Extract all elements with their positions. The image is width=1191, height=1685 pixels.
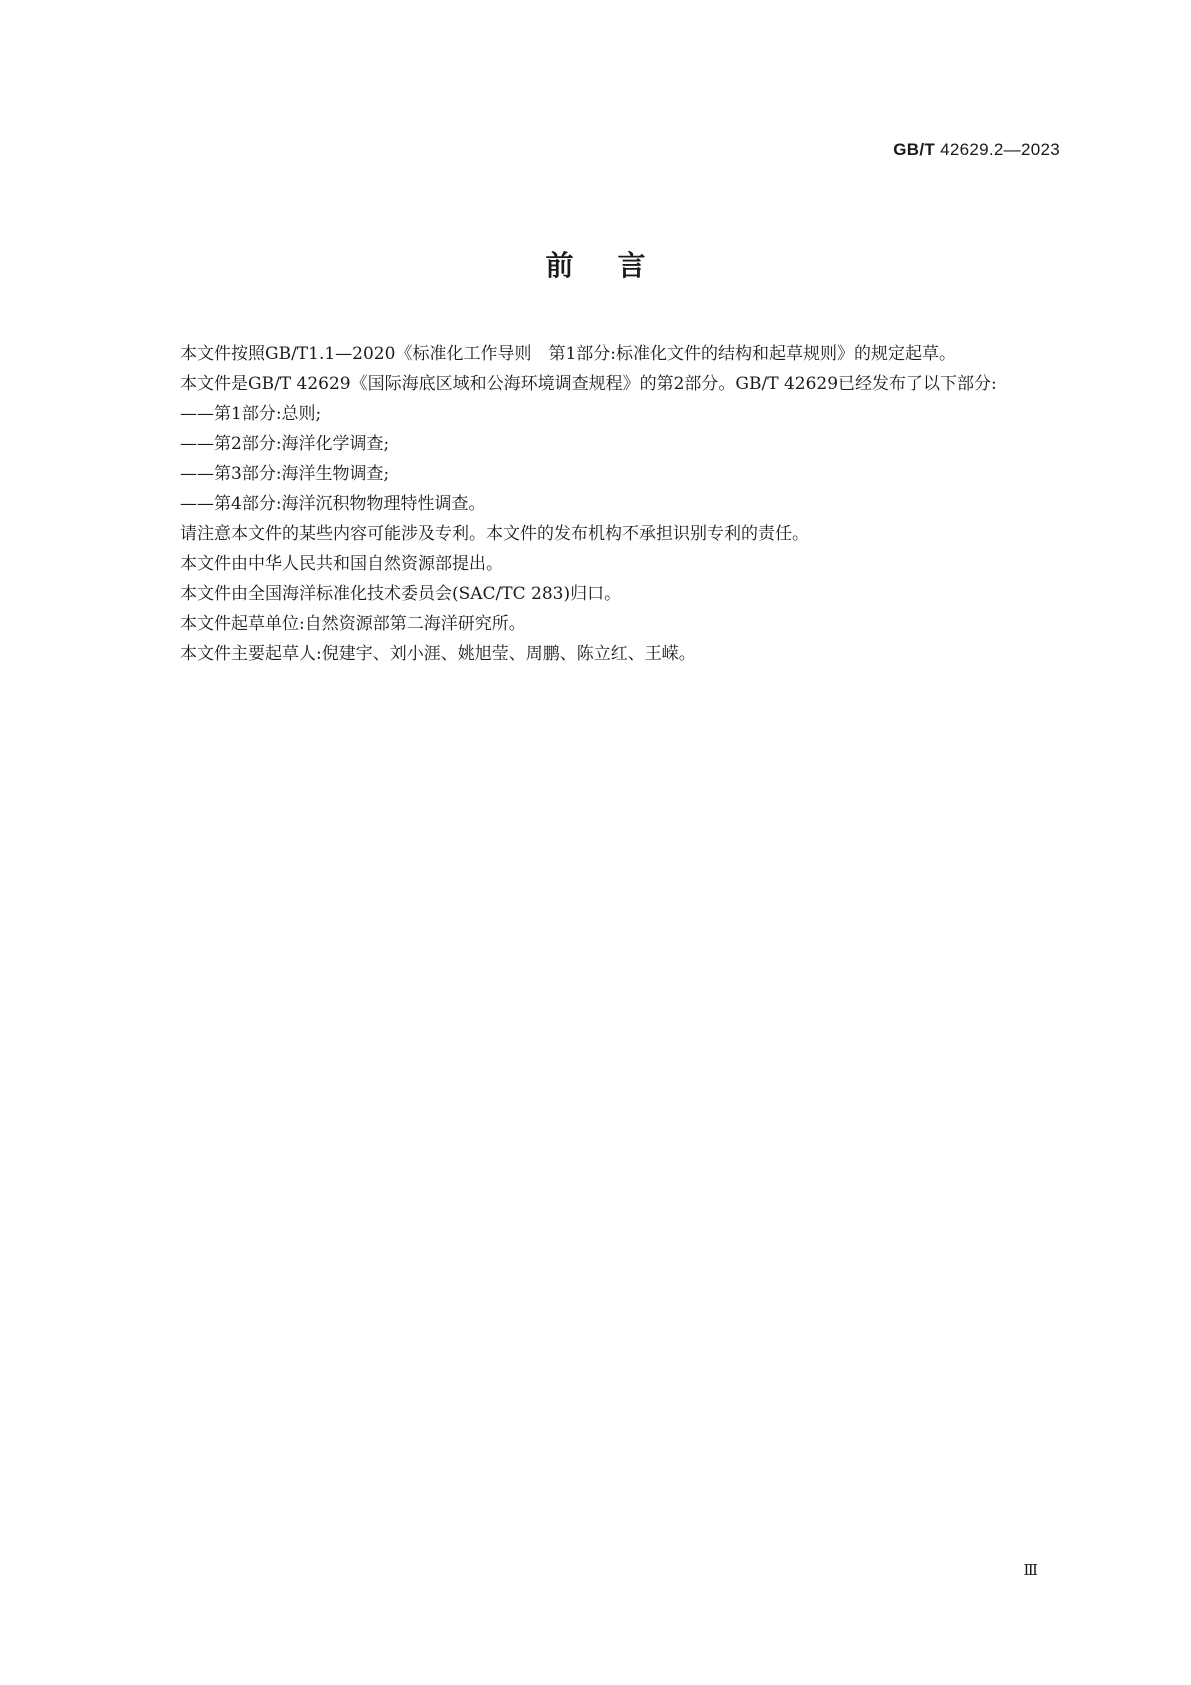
- paragraph-drafters: 本文件主要起草人:倪建宇、刘小涯、姚旭莹、周鹏、陈立红、王嵘。: [180, 644, 696, 664]
- document-code-prefix: GB/T: [893, 140, 936, 159]
- list-item: ——第3部分:海洋生物调查;: [180, 464, 390, 484]
- paragraph-drafting-rules: 本文件按照GB/T1.1—2020《标准化工作导则 第1部分:标准化文件的结构和起草规则》的规定起草。: [180, 344, 956, 364]
- page-number: Ⅲ: [1023, 1561, 1038, 1579]
- list-item: ——第1部分:总则;: [180, 404, 322, 424]
- document-code-number: 42629.2—2023: [940, 140, 1060, 159]
- preface-body: [146, 339, 1058, 669]
- paragraph-proposer: 本文件由中华人民共和国自然资源部提出。: [180, 554, 503, 574]
- paragraph-patent-notice: 请注意本文件的某些内容可能涉及专利。本文件的发布机构不承担识别专利的责任。: [180, 524, 809, 544]
- document-code: [893, 140, 1060, 160]
- list-item: ——第2部分:海洋化学调查;: [180, 434, 390, 454]
- page-title: 前言: [545, 249, 690, 282]
- list-item: ——第4部分:海洋沉积物物理特性调查。: [180, 494, 486, 514]
- paragraph-series-intro: 本文件是GB/T 42629《国际海底区域和公海环境调查规程》的第2部分。GB/T 42629已经发布了以下部分:: [180, 374, 997, 394]
- paragraph-committee: 本文件由全国海洋标准化技术委员会(SAC/TC 283)归口。: [180, 584, 622, 604]
- paragraph-drafting-unit: 本文件起草单位:自然资源部第二海洋研究所。: [180, 614, 526, 634]
